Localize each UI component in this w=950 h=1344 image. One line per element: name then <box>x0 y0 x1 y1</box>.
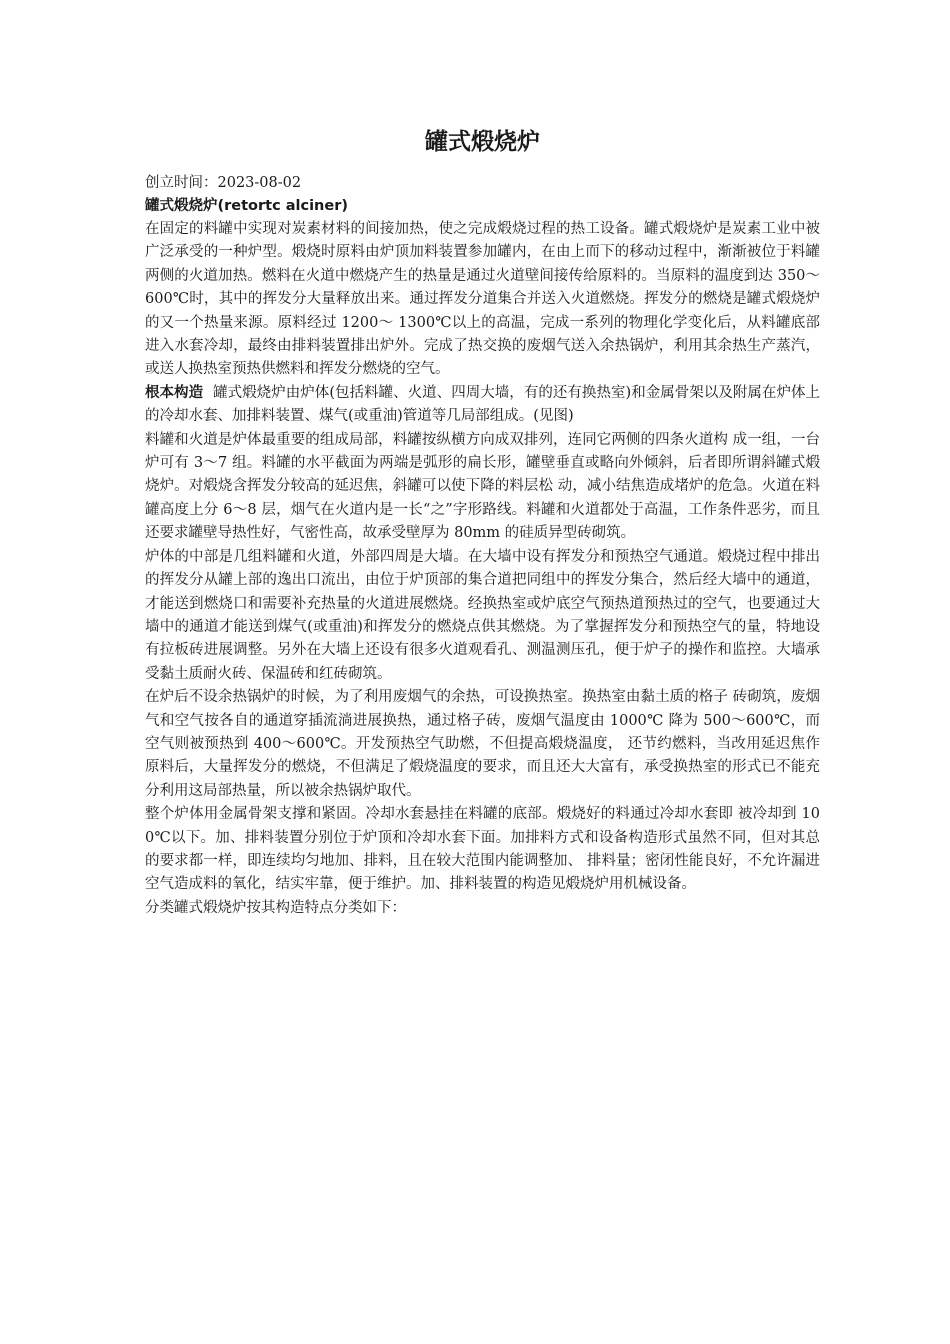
paragraph-structure <box>145 382 820 429</box>
structure-lead: 根本构造 <box>145 384 204 401</box>
paragraph-tank-flue: 料罐和火道是炉体最重要的组成局部，料罐按纵横方向成双排列，连同它两侧的四条火道构 成一组，一台炉可有 3～7 组。料罐的水平截面为两端是弧形的扁长形，罐壁垂直或略向外倾斜，后者即所谓斜罐式煅烧炉。对煅烧含挥发分较高的延迟焦，斜罐可以使下降的料层松 动，减小结焦造成堵炉的危急。火道在料罐高度上分 6～8 层，烟气在火道内是一长“之”字形路线。料罐和火道都处于高温，工作条件恶劣，而且还要求罐壁导热性好，气密性高，故承受壁厚为 80mm 的硅质异型砖砌筑。 <box>145 431 820 542</box>
paragraph-furnace-body: 炉体的中部是几组料罐和火道，外部四周是大墙。在大墙中设有挥发分和预热空气通道。煅烧过程中排出的挥发分从罐上部的逸出口流出，由位于炉顶部的集合道把同组中的挥发分集合，然后经大墙中的通道，才能送到燃烧口和需要补充热量的火道进展燃烧。经换热室或炉底空气预热道预热过的空气，也要通过大墙中的通道才能送到煤气(或重油)和挥发分的燃烧点供其燃烧。为了掌握挥发分和预热空气的量，特地设有拉板砖进展调整。另外在大墙上还设有很多火道观看孔、测温测压孔，便于炉子的操作和监控。大墙承受黏土质耐火砖、保温砖和红砖砌筑。 <box>145 548 820 682</box>
paragraph-classification: 分类罐式煅烧炉按其构造特点分类如下： <box>145 899 406 916</box>
structure-text: 罐式煅烧炉由炉体(包括料罐、火道、四周大墙，有的还有换热室)和金属骨架以及附属在炉体上的冷却水套、加排料装置、煤气(或重油)管道等几局部组成。(见图) <box>145 384 821 425</box>
document-title: 罐式煅烧炉 <box>425 129 540 155</box>
paragraph-heat-exchanger: 在炉后不设余热锅炉的时候，为了利用废烟气的余热，可设换热室。换热室由黏土质的格子 砖砌筑，废烟气和空气按各自的通道穿插流淌进展换热，通过格子砖，废烟气温度由 1000℃ 降为 500～600℃，而空气则被预热到 400～600℃。开发预热空气助燃，不但提高煅烧温度， 还节约燃料，当改用延迟焦作原料后，大量挥发分的燃烧，不但满足了煅烧温度的要求，而且还大大富有，承受换热室的形式已不能充分利用这局部热量，所以被余热锅炉取代。 <box>145 689 820 799</box>
term-heading: 罐式煅烧炉(retortc alciner) <box>145 198 348 214</box>
paragraph-intro: 在固定的料罐中实现对炭素材料的间接加热，使之完成煅烧过程的热工设备。罐式煅烧炉是炭素工业中被广泛承受的一种炉型。煅烧时原料由炉顶加料装置参加罐内，在由上而下的移动过程中，渐渐被位于料罐两侧的火道加热。燃料在火道中燃烧产生的热量是通过火道壁间接传给原料的。当原料的温度到达 350～600℃时，其中的挥发分大量释放出来。通过挥发分道集合并送入火道燃烧。挥发分的燃烧是罐式煅烧炉的又一个热量来源。原料经过 1200～ 1300℃以上的高温，完成一系列的物理化学变化后，从料罐底部进入水套冷却，最终由排料装置排出炉外。完成了热交换的废烟气送入余热锅炉，利用其余热生产蒸汽，或送人换热室预热供燃料和挥发分燃烧的空气。 <box>145 221 820 378</box>
created-date: 创立时间：2023-08-02 <box>145 175 302 191</box>
paragraph-frame: 整个炉体用金属骨架支撑和紧固。冷却水套悬挂在料罐的底部。煅烧好的料通过冷却水套即 被冷却到 100℃以下。加、排料装置分别位于炉顶和冷却水套下面。加排料方式和设备构造形式虽然不同，但对其总的要求都一样，即连续均匀地加、排料，且在较大范围内能调整加、 排料量；密闭性能良好，不允许漏进空气造成料的氧化，结实牢靠，便于维护。加、排料装置的构造见煅烧炉用机械设备。 <box>145 806 820 893</box>
document-page <box>145 120 820 920</box>
